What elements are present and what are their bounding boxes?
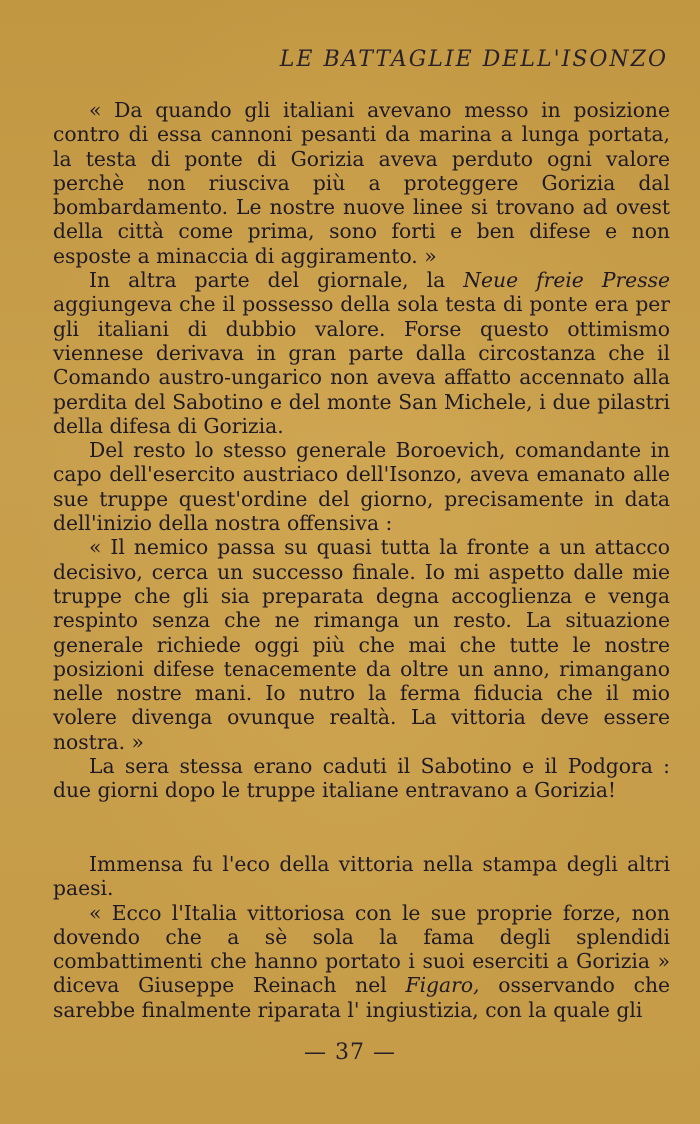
paragraph-sabotino: La sera stessa erano caduti il Sabotino e il Podgora : due giorni dopo le truppe italiane entravano a Gorizia! [53,754,670,803]
text-block-section-2 [53,852,670,1022]
paragraph-text: osservando che sarebbe finalmente riparata l' ingiustizia, con la quale gli [53,973,671,1022]
newspaper-title: Neue freie Presse [463,268,671,293]
newspaper-title: Figaro, [405,973,480,998]
paragraph-text: aggiungeva che il possesso della sola testa di ponte era per gli italiani di dubbio valore. Forse questo ottimismo viennese derivava in gran parte dalla circostanza che il Comando austro-ungarico non aveva affatto accennato alla perdita del Sabotino e del monte San Michele, i due pilastri della difesa di Gorizia. [53,292,670,438]
paragraph-text: « Ecco l'Italia vittoriosa con le sue proprie forze, non dovendo che a sè sola la fama degli splendidi combattimenti che hanno portato i suoi eserciti a Gorizia » diceva Giuseppe Reinach nel [53,900,670,998]
paragraph-text: In altra parte del giornale, la [89,268,446,293]
text-block-main [53,98,670,803]
paragraph-neue-freie-presse [53,268,670,438]
paragraph-boroevich: Del resto lo stesso generale Boroevich, comandante in capo dell'esercito austriaco dell'Isonzo, aveva emanato alle sue truppe quest'ordine del giorno, precisamente in data dell'inizio della nostra offensiva : [53,438,670,536]
paragraph-immensa: Immensa fu l'eco della vittoria nella stampa degli altri paesi. [53,852,670,901]
paragraph-reinach [53,901,670,1022]
page-number: — 37 — [304,1040,396,1065]
paragraph-quote-1: « Da quando gli italiani avevano messo in posizione contro di essa cannoni pesanti da marina a lunga portata, la testa di ponte di Gorizia aveva perduto ogni valore perchè non riusciva più a proteggere Gorizia dal bombardamento. Le nostre nuove linee si trovano ad ovest della città come prima, sono forti e ben difese e non esposte a minaccia di aggiramento. » [53,98,670,268]
paragraph-quote-2: « Il nemico passa su quasi tutta la fronte a un attacco decisivo, cerca un successo finale. Io mi aspetto dalle mie truppe che gli sia preparata degna accoglienza e venga respinto senza che ne rimanga un resto. La situazione generale richiede oggi più che mai che tutte le nostre posizioni difese tenacemente da oltre un anno, rimangano nelle nostre mani. Io nutro la ferma fiducia che il mio volere divenga ovunque realtà. La vittoria deve essere nostra. » [53,535,670,754]
running-header: LE BATTAGLIE DELL'ISONZO [279,47,668,72]
